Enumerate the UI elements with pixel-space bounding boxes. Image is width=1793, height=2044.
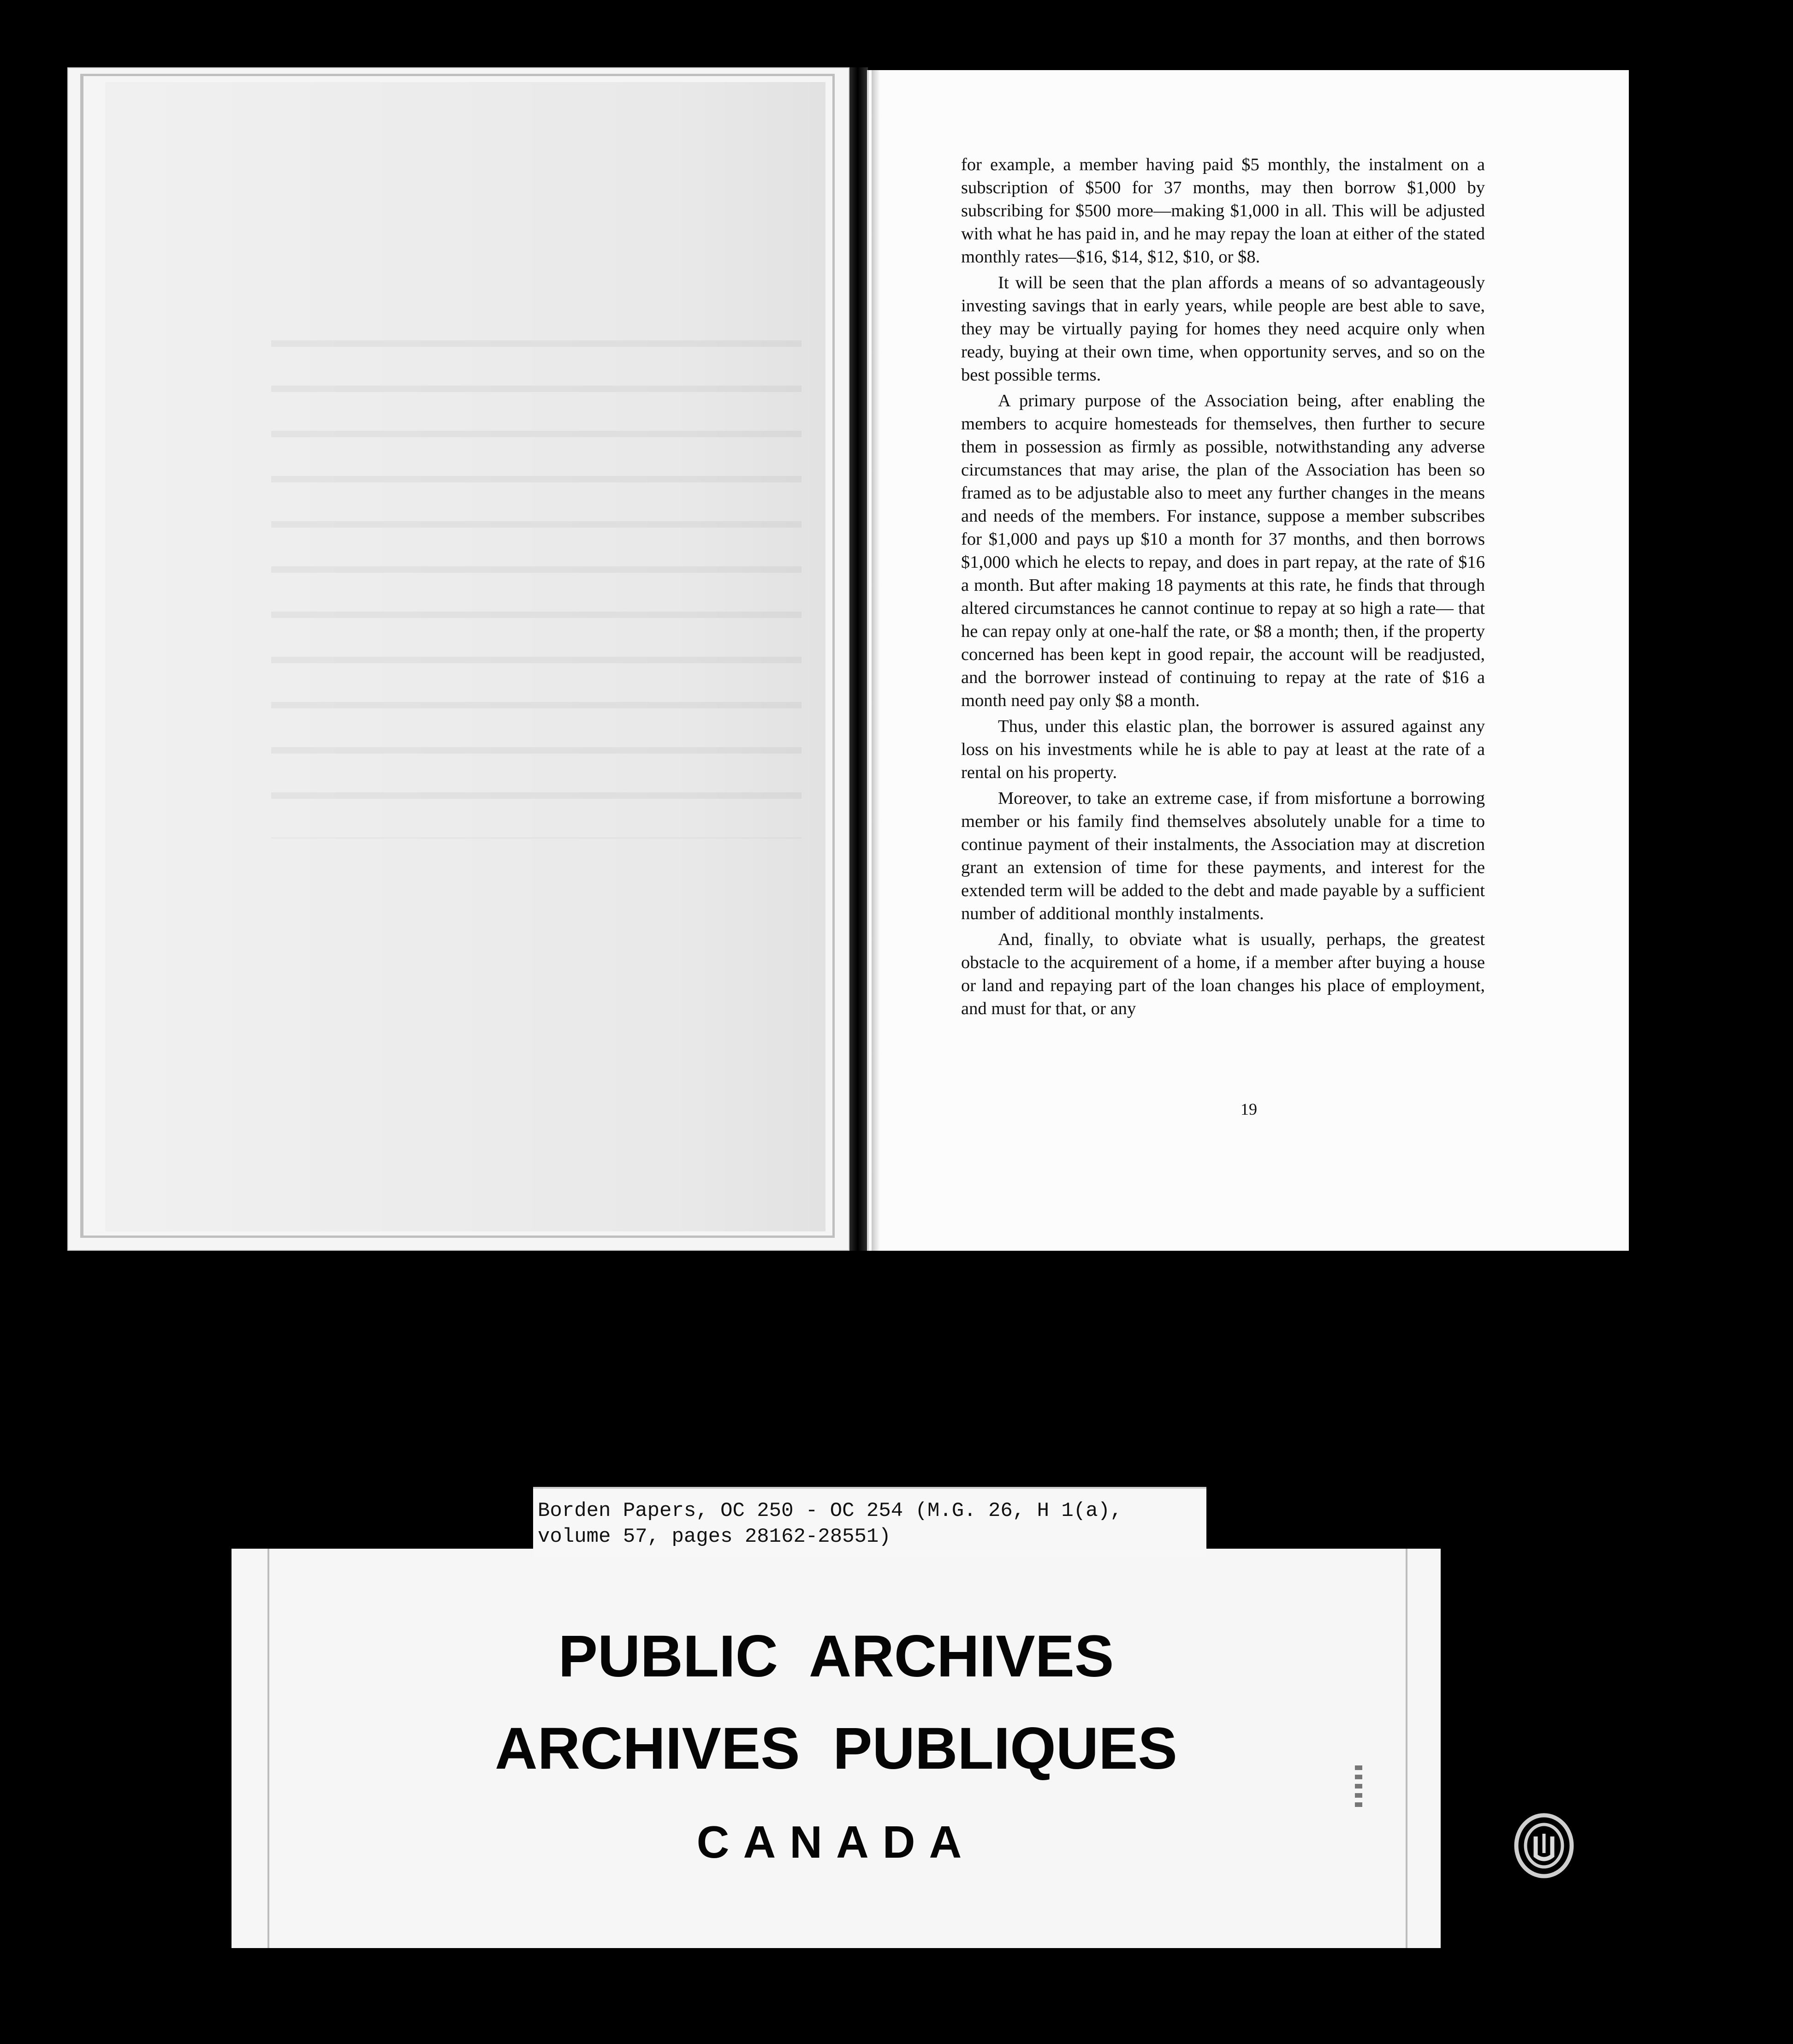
banner-country: CANADA (696, 1817, 976, 1867)
paragraph-2: It will be seen that the plan affords a means of so advantageously investing savings that in early years, while people are best able to save, they may be virtually paying for homes they need acquire only when ready, buying at their own time, when opportunity serves, and so on the best possible terms. (961, 273, 1485, 385)
right-printed-page (867, 70, 1629, 1251)
banner-title-english: PUBLIC ARCHIVES (558, 1623, 1114, 1689)
paragraph-3: A primary purpose of the Association being, after enabling the members to acquire homesteads for themselves, then further to secure them in possession as firmly as possible, notwithstanding any adverse circumstances that may arise, the plan of the Association has been so framed as to be adjustable also to meet any further changes in the means and needs of the members. For instance, suppose a member subscribes for $1,000 and pays up $10 a month for 37 months, and then borrows $1,000 which he elects to repay, and does in part repay, at the rate of $16 a month. But after making 18 payments at this rate, he finds that through altered circumstances he cannot continue to repay at so high a rate— that he can repay only at one-half the rate, or $8 a month; then, if the property concerned has been kept in good repair, the account will be readjusted, and the borrower instead of continuing to repay at the rate of $16 a month need pay only $8 a month. (961, 391, 1485, 710)
banner-edge-mark (1355, 1765, 1362, 1807)
paragraph-4: Thus, under this elastic plan, the borrower is assured against any loss on his investments while he is able to pay at least at the rate of a rental on his property. (961, 717, 1485, 782)
page-body-text (961, 153, 1485, 1023)
left-blank-page (67, 67, 849, 1251)
paragraph-5: Moreover, to take an extreme case, if from misfortune a borrowing member or his family find themselves absolutely unable for a time to continue payment of their instalments, the Association may at discretion grant an extension of time for these payments, and interest for the extended term will be added to the debt and made payable by a sufficient number of additional monthly instalments. (961, 789, 1485, 923)
reference-line-2: volume 57, pages 28162-28551) (538, 1525, 891, 1548)
reference-line-1: Borden Papers, OC 250 - OC 254 (M.G. 26, H 1(a), (538, 1499, 1122, 1522)
paragraph-1: for example, a member having paid $5 monthly, the instalment on a subscription of $500 for 37 months, may then borrow $1,000 by subscribing for $500 more—making $1,000 in all. This will be adjusted with what he has paid in, and he may repay the loan at either of the stated monthly rates—$16, $14, $12, $10, or $8. (961, 155, 1485, 267)
archive-banner-card (232, 1549, 1441, 1948)
microfilm-logo-icon (1512, 1811, 1576, 1881)
page-number: 19 (1241, 1100, 1257, 1118)
bleed-through-text-area (271, 308, 802, 838)
reference-slip (533, 1487, 1206, 1556)
book-gutter (849, 67, 868, 1251)
paragraph-6: And, finally, to obviate what is usually, perhaps, the greatest obstacle to the acquirement of a home, if a member after buying a house or land and repaying part of the loan changes his place of employment, and must for that, or any (961, 930, 1485, 1018)
banner-title-french: ARCHIVES PUBLIQUES (495, 1716, 1177, 1782)
